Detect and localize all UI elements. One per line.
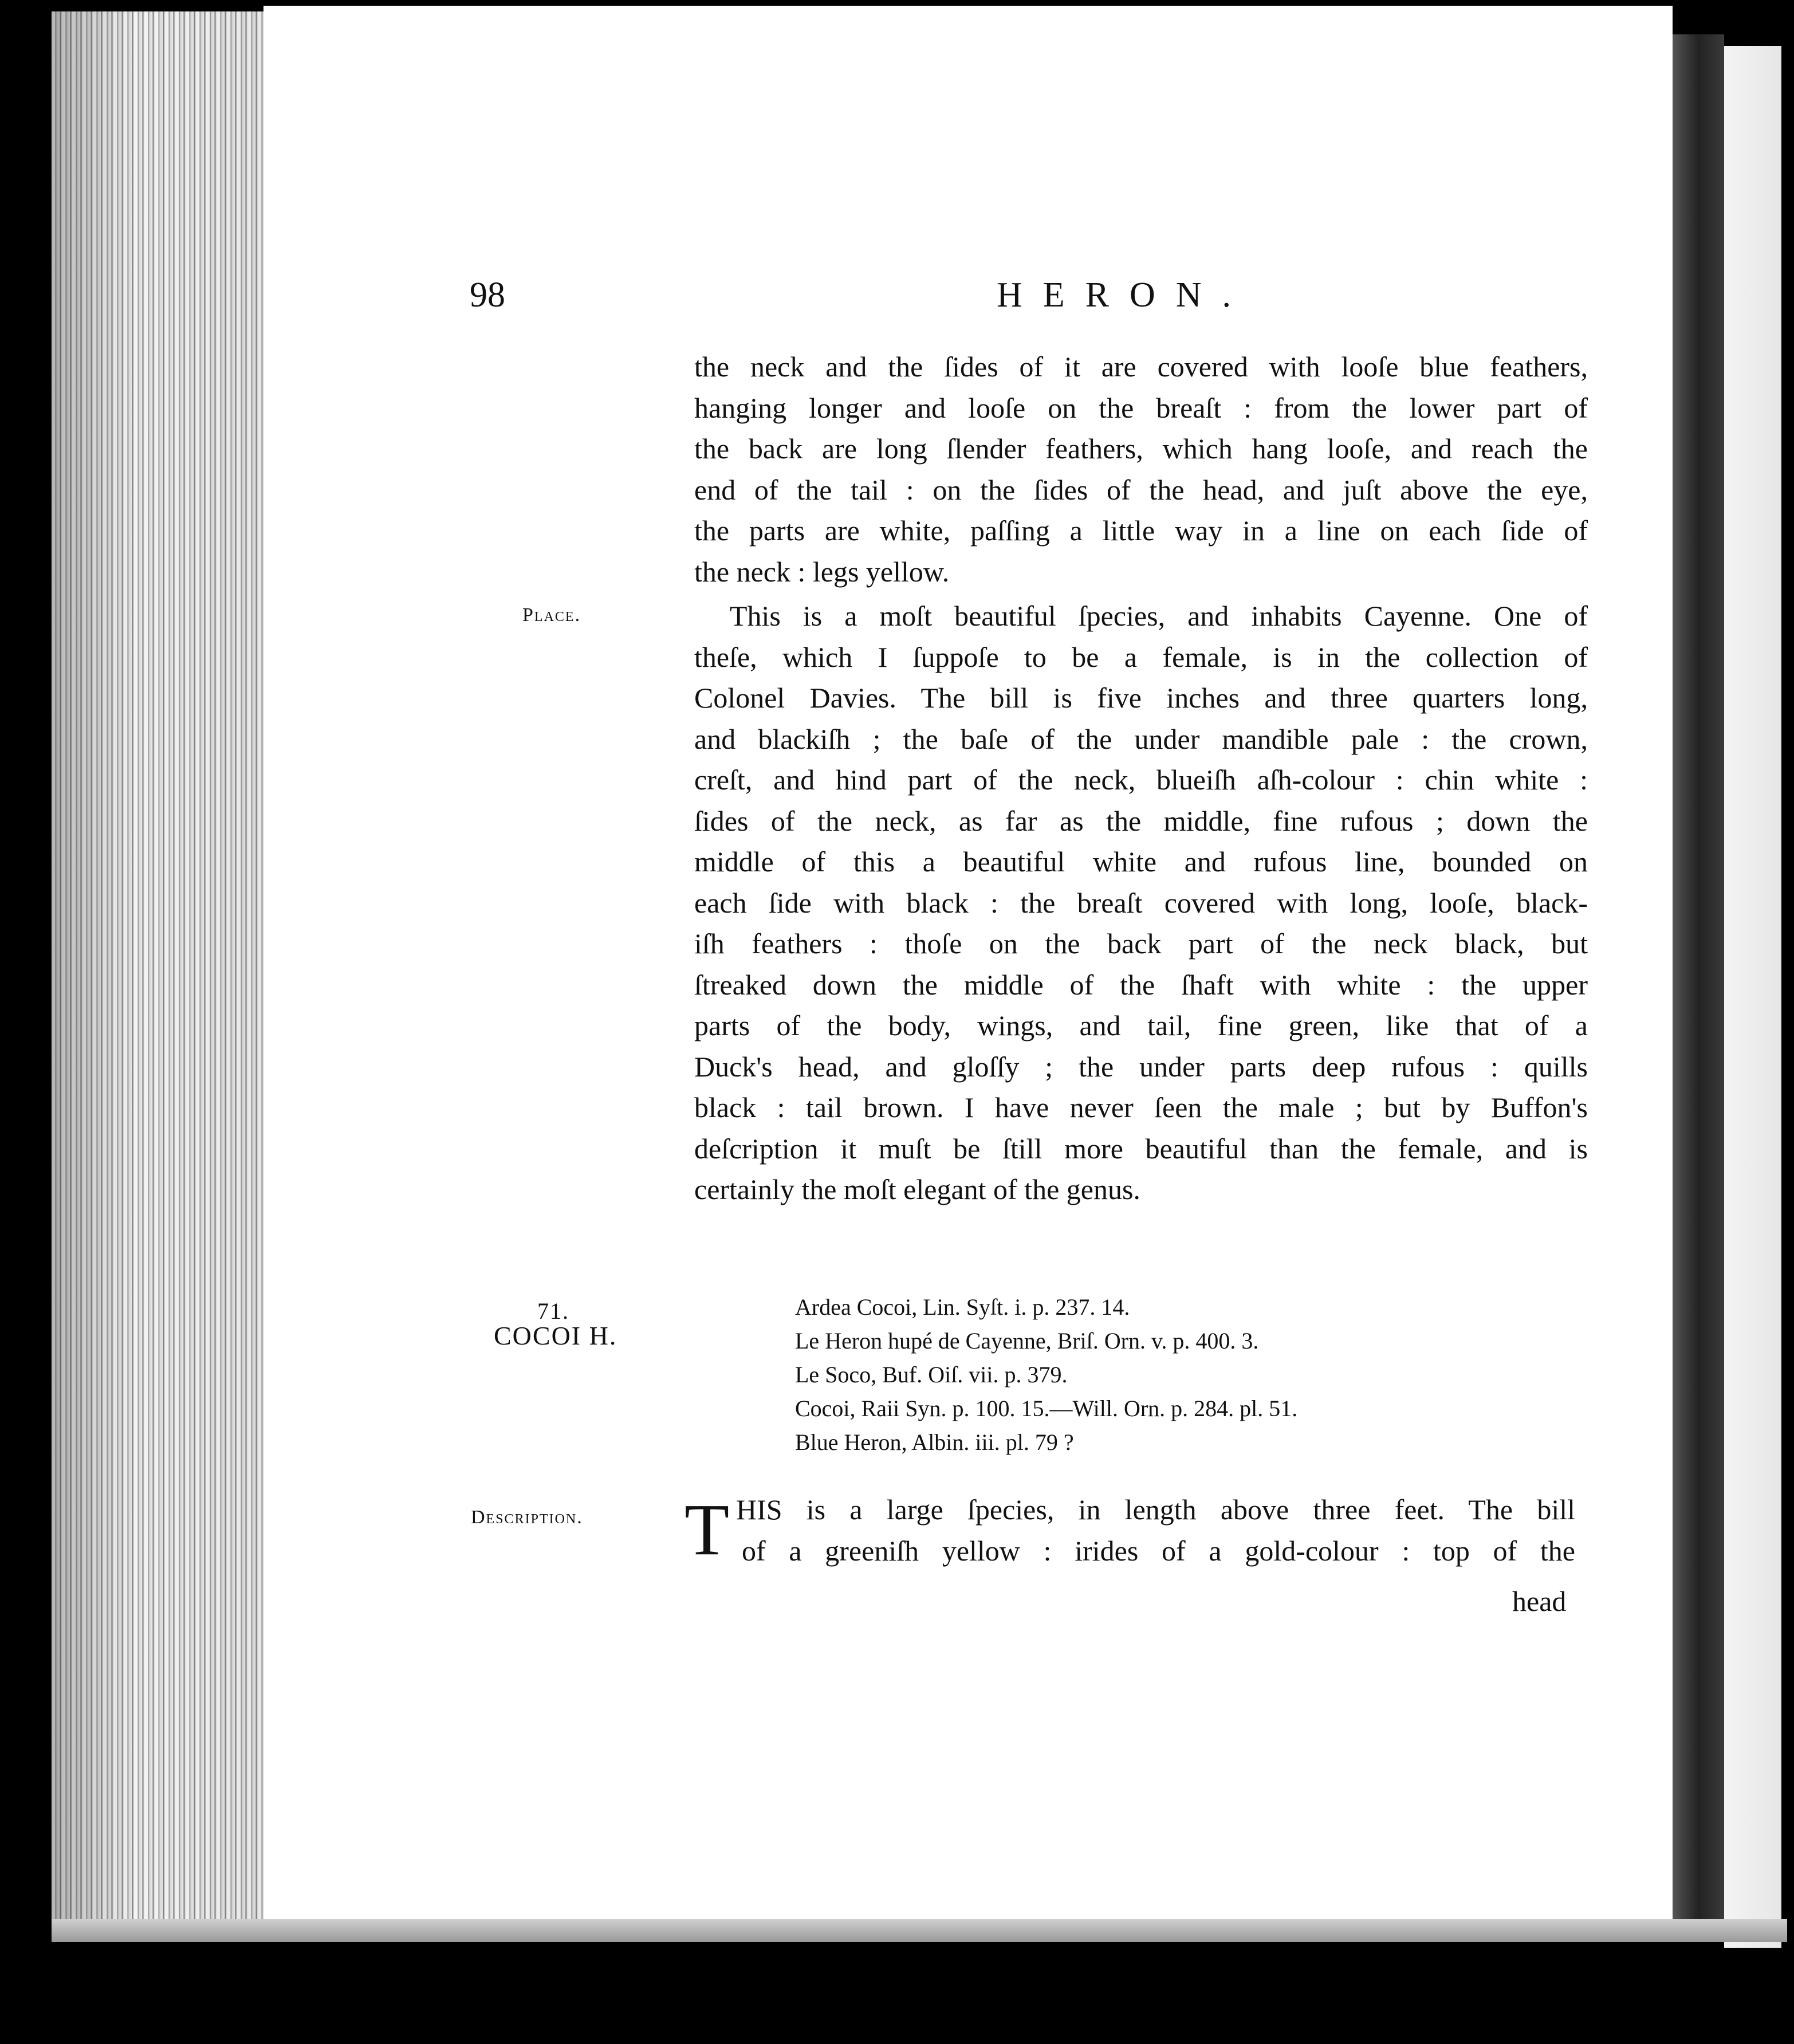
synonym-entry: Le Soco, Buf. Oiſ. vii. p. 379.	[795, 1362, 1068, 1387]
synonyms-list	[795, 1290, 1482, 1459]
margin-label-place: Place.	[522, 604, 581, 626]
description-line: of a greeniſh yellow : irides of a gold-colour : top of the	[742, 1535, 1575, 1567]
text-line: middle of this a beautiful white and rufous line, bounded on	[694, 846, 1588, 878]
facing-page-edge	[1724, 46, 1781, 1948]
margin-label-description: Description.	[471, 1507, 583, 1528]
margin-species-name: COCOI H.	[494, 1321, 617, 1350]
text-block-continuation	[694, 347, 1588, 592]
text-line: creſt, and hind part of the neck, blueiſh aſh-colour : chin white :	[694, 764, 1588, 796]
text-line: ſides of the neck, as far as the middle, fine rufous ; down the	[694, 804, 1588, 837]
synonym-entry: Cocoi, Raii Syn. p. 100. 15.—Will. Orn. p. 284. pl. 51.	[795, 1396, 1298, 1421]
page-title: HERON.	[997, 276, 1252, 315]
drop-cap: T	[684, 1489, 730, 1570]
text-line: Duck's head, and gloſſy ; the under parts deep rufous : quills	[694, 1050, 1588, 1083]
text-line: the back are long ſlender feathers, which hang looſe, and reach the	[694, 433, 1588, 465]
page-number: 98	[470, 276, 505, 315]
synonym-entry: Blue Heron, Albin. iii. pl. 79 ?	[795, 1429, 1074, 1455]
text-line: hanging longer and looſe on the breaſt : from the lower part of	[694, 391, 1588, 424]
page-bottom-edge	[52, 1919, 1787, 1942]
text-line: iſh feathers : thoſe on the back part of the neck black, but	[694, 927, 1588, 960]
text-line: Colonel Davies. The bill is five inches and three quarters long,	[694, 682, 1588, 714]
text-line: parts of the body, wings, and tail, fine green, like that of a	[694, 1009, 1588, 1041]
text-line: This is a moſt beautiful ſpecies, and inhabits Cayenne. One of	[730, 600, 1588, 632]
text-line: theſe, which I ſuppoſe to be a female, is in the collection of	[694, 640, 1588, 673]
text-line: ſtreaked down the middle of the ſhaft with white : the upper	[694, 968, 1588, 1001]
text-line: end of the tail : on the ſides of the head, and juſt above the eye,	[694, 473, 1588, 506]
text-block-place	[694, 596, 1588, 1210]
margin-species-number: 71.	[537, 1298, 569, 1324]
text-line: deſcription it muſt be ſtill more beautiful than the female, and is	[694, 1132, 1588, 1165]
text-line: each ſide with black : the breaſt covered with long, looſe, black-	[694, 886, 1588, 919]
synonym-entry: Ardea Cocoi, Lin. Syſt. i. p. 237. 14.	[795, 1294, 1130, 1320]
text-line: the neck and the ſides of it are covered with looſe blue feathers,	[694, 351, 1588, 383]
catchword: head	[1512, 1585, 1567, 1617]
text-line: black : tail brown. I have never ſeen the male ; but by Buffon's	[694, 1091, 1588, 1123]
book-gutter	[1673, 34, 1724, 1936]
page-edge-shadow	[52, 11, 263, 1931]
synonym-entry: Le Heron hupé de Cayenne, Briſ. Orn. v. p. 400. 3.	[795, 1328, 1259, 1354]
text-line-last: the neck : legs yellow.	[694, 555, 950, 588]
text-line: the parts are white, paſſing a little way in a line on each ſide of	[694, 514, 1588, 547]
text-line: and blackiſh ; the baſe of the under mandible pale : the crown,	[694, 722, 1588, 755]
description-line: HIS is a large ſpecies, in length above three feet. The bill	[736, 1493, 1575, 1526]
text-line-last: certainly the moſt elegant of the genus.	[694, 1173, 1140, 1205]
running-head	[470, 275, 1615, 321]
